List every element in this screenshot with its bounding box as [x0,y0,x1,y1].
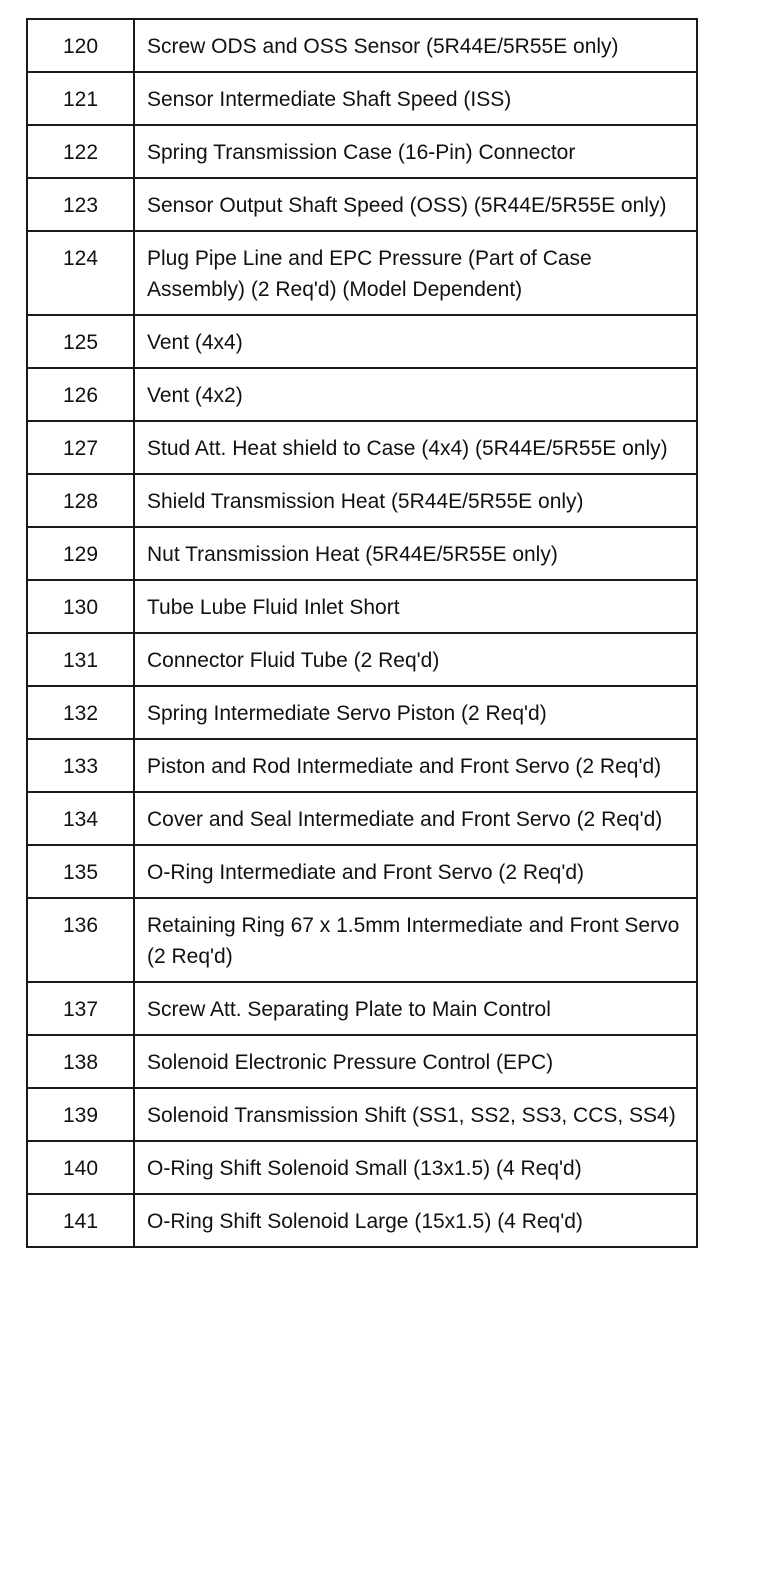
part-description: Spring Transmission Case (16-Pin) Connector [134,125,697,178]
part-number: 137 [27,982,134,1035]
part-description: Cover and Seal Intermediate and Front Servo (2 Req'd) [134,792,697,845]
part-description: O-Ring Shift Solenoid Large (15x1.5) (4 Req'd) [134,1194,697,1247]
part-description: O-Ring Intermediate and Front Servo (2 Req'd) [134,845,697,898]
part-number: 130 [27,580,134,633]
table-row [27,315,697,368]
part-number: 134 [27,792,134,845]
part-number: 124 [27,231,134,315]
part-description: Stud Att. Heat shield to Case (4x4) (5R44E/5R55E only) [134,421,697,474]
table-row [27,580,697,633]
part-number: 140 [27,1141,134,1194]
table-row [27,178,697,231]
table-row [27,1141,697,1194]
part-description: Solenoid Transmission Shift (SS1, SS2, SS3, CCS, SS4) [134,1088,697,1141]
parts-table [26,18,698,1248]
part-description: Spring Intermediate Servo Piston (2 Req'd) [134,686,697,739]
table-row [27,19,697,72]
part-number: 123 [27,178,134,231]
part-number: 122 [27,125,134,178]
table-row [27,792,697,845]
table-row [27,633,697,686]
part-number: 139 [27,1088,134,1141]
part-number: 141 [27,1194,134,1247]
table-row [27,982,697,1035]
part-number: 120 [27,19,134,72]
part-description: O-Ring Shift Solenoid Small (13x1.5) (4 Req'd) [134,1141,697,1194]
table-row [27,125,697,178]
part-number: 127 [27,421,134,474]
table-row [27,231,697,315]
part-description: Shield Transmission Heat (5R44E/5R55E only) [134,474,697,527]
part-number: 136 [27,898,134,982]
part-number: 129 [27,527,134,580]
part-description: Screw Att. Separating Plate to Main Control [134,982,697,1035]
table-row [27,527,697,580]
part-description: Tube Lube Fluid Inlet Short [134,580,697,633]
table-row [27,898,697,982]
table-row [27,739,697,792]
part-description: Connector Fluid Tube (2 Req'd) [134,633,697,686]
part-description: Nut Transmission Heat (5R44E/5R55E only) [134,527,697,580]
part-description: Sensor Intermediate Shaft Speed (ISS) [134,72,697,125]
part-number: 132 [27,686,134,739]
table-row [27,1194,697,1247]
part-number: 138 [27,1035,134,1088]
table-row [27,1035,697,1088]
table-row [27,845,697,898]
part-number: 121 [27,72,134,125]
part-number: 135 [27,845,134,898]
part-number: 128 [27,474,134,527]
part-description: Piston and Rod Intermediate and Front Servo (2 Req'd) [134,739,697,792]
part-description: Vent (4x4) [134,315,697,368]
part-description: Plug Pipe Line and EPC Pressure (Part of Case Assembly) (2 Req'd) (Model Dependent) [134,231,697,315]
table-row [27,474,697,527]
part-description: Retaining Ring 67 x 1.5mm Intermediate and Front Servo (2 Req'd) [134,898,697,982]
part-description: Screw ODS and OSS Sensor (5R44E/5R55E only) [134,19,697,72]
table-row [27,686,697,739]
table-row [27,1088,697,1141]
part-description: Solenoid Electronic Pressure Control (EPC) [134,1035,697,1088]
part-number: 133 [27,739,134,792]
table-row [27,368,697,421]
table-row [27,72,697,125]
part-description: Vent (4x2) [134,368,697,421]
part-number: 131 [27,633,134,686]
parts-table-body [27,19,697,1247]
part-number: 125 [27,315,134,368]
part-number: 126 [27,368,134,421]
table-row [27,421,697,474]
part-description: Sensor Output Shaft Speed (OSS) (5R44E/5R55E only) [134,178,697,231]
